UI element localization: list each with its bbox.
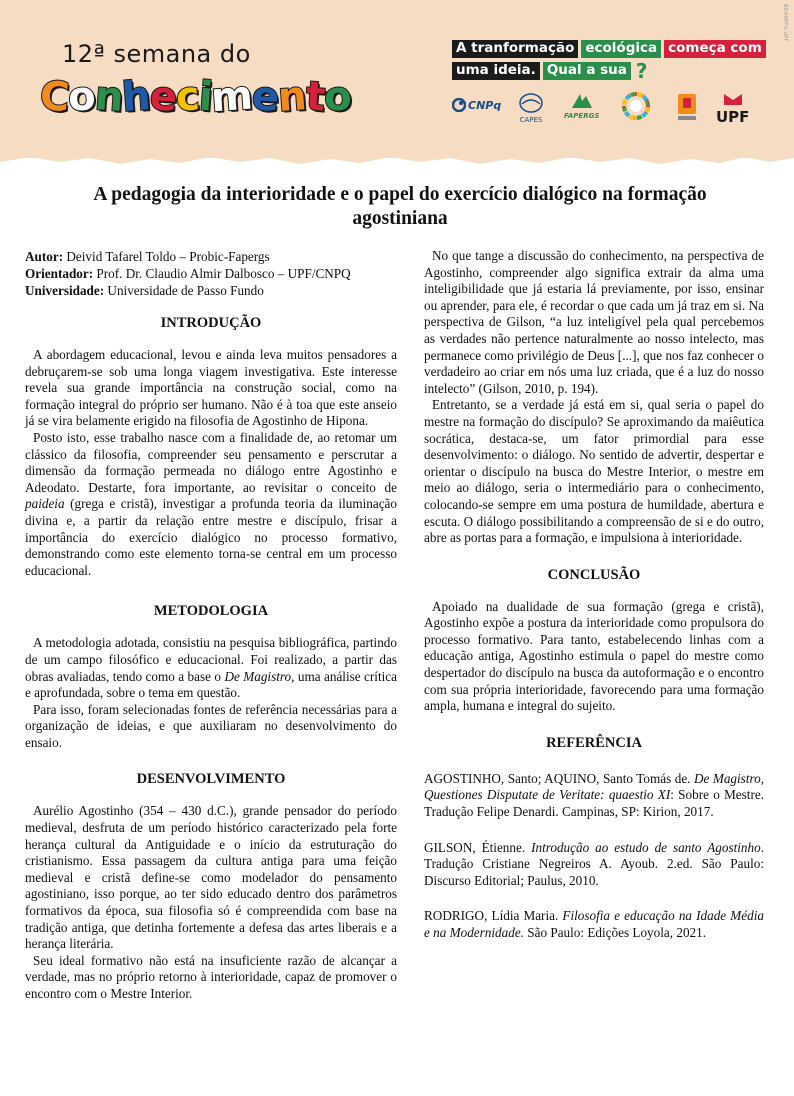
event-tagline <box>452 40 762 84</box>
conclusion-paragraph: Apoiado na dualidade de sua formação (grega e cristã), Agostinho expõe a postura da interioridade como propulsora do processo formativo. Para tanto, estabelecendo linhas com a educação antiga, Agostinho estimula o papel do mestre como despertador do discípulo na busca da autoformação e o encontro com sua própria interioridade, favorecendo para uma formação ampla, humana e integral do sujeito. <box>424 598 764 714</box>
fapergs-icon <box>570 92 594 110</box>
heading-referencias: REFERÊNCIA <box>546 734 642 751</box>
logo-letter: m <box>209 72 255 122</box>
cnpq-logo <box>452 98 501 112</box>
intro-p2-emphasis: paideia <box>25 496 65 512</box>
ref3-text-a: RODRIGO, Lídia Maria. <box>424 908 563 924</box>
dev-paragraph-3: No que tange a discussão do conhecimento, na perspectiva de Agostinho, compreender algo significa extrair da alma uma inteligibilidade que já estaria lá previamente, por isso, ensinar ou aprender, para ele, é recordar o que cada um já traz em si. Na perspectiva de Gilson, “a luz inteligível pela qual percebemos as verdades não pertence naturalmente ao nosso intelecto, mas permanece como privilégio de Deus [...], que nos faz conhecer o verdadeiro ao criar em nós uma luz criada, que é a luz do nosso intelecto” (Gilson, 2010, p. 194). <box>424 248 764 396</box>
tagline-part-2: ecológica <box>581 40 661 58</box>
author-line <box>25 248 397 265</box>
intro-paragraph-1: A abordagem educacional, levou e ainda leva muitos pensadores a debruçarem-se sob uma longa viagem investigativa. Este interesse revela sua grande importância na construção social, como na formação integral do próprio ser humano. Não é à toa que este anseio já se vira belamente erigido na filosofia de Agostinho de Hipona. <box>25 347 397 429</box>
tagline-part-3: começa com <box>664 40 766 58</box>
ref2-text-a: GILSON, Étienne. <box>424 839 532 855</box>
method-paragraph-2: Para isso, foram selecionadas fontes de referência necessárias para a organização de ideias, e que auxiliaram no desenvolvimento do ensaio. <box>25 701 397 750</box>
ref3-text-b: São Paulo: Edições Loyola, 2021. <box>523 925 707 940</box>
section-desenvolvimento-cont <box>424 248 764 547</box>
tagline-part-5: Qual a sua <box>543 62 631 80</box>
right-column <box>424 248 764 961</box>
upf-label: UPF <box>716 108 750 126</box>
advisor-label: Orientador: <box>25 266 94 281</box>
ref2-text-b: . Tradução Cristiane Negreiros A. Ayoub. 2.ed. São Paulo: Discurso Editorial; Paulus, 2010. <box>424 839 764 888</box>
vertical-code: BD40PPU.UPF <box>782 4 788 42</box>
fapergs-label: FAPERGS <box>564 112 600 120</box>
dev-paragraph-4: Entretanto, se a verdade já está em si, qual seria o papel do mestre na formação do discípulo? Se aproximando da maiêutica socrática, destaca-se, um fator primordial para esse desenvolvimento: o diálogo. No sentido de advertir, despertar e orientar o discípulo na busca do Mestre Interior, o mestre em meio ao diálogo, seria o intermediário para o conhecimento, colocando-se sempre em uma postura de humildade, abertura e escuta. O diálogo possibilitando a compreensão de si e do outro, abre as portas para a formação, e impulsiona à interioridade. <box>424 397 764 546</box>
sponsor-logos <box>452 92 762 128</box>
method-p1-emphasis: De Magistro <box>224 668 292 684</box>
logo-letter: n <box>93 73 125 121</box>
section-introducao <box>25 313 397 579</box>
author-info <box>25 248 397 299</box>
event-logo <box>38 72 353 122</box>
logo-letter: C <box>38 73 71 121</box>
sdg-wheel-icon <box>622 92 650 120</box>
upf-icon <box>722 92 744 106</box>
ref1-text-a: AGOSTINHO, Santo; AQUINO, Santo Tomás de. <box>424 770 694 786</box>
ref1-text-b: : Sobre o Mestre. Tradução Felipe Denardi. Campinas, SP: Kirion, 2017. <box>424 787 764 820</box>
heading-metodologia: METODOLOGIA <box>153 603 269 620</box>
heading-conclusao: CONCLUSÃO <box>547 566 641 583</box>
university-label: Universidade: <box>25 283 105 298</box>
capes-logo <box>518 92 544 124</box>
document-title: A pedagogia da interioridade e o papel do exercício dialógico na formação agostiniana <box>93 184 707 229</box>
section-desenvolvimento <box>25 769 397 1002</box>
reference-2 <box>424 840 764 890</box>
reference-1 <box>424 771 764 821</box>
left-column <box>25 248 397 1021</box>
cnpq-icon <box>452 98 466 112</box>
method-p1-text-b: , uma análise crítica e aprofundada, sobre o tema em questão. <box>25 668 398 701</box>
torn-paper-edge <box>0 150 794 172</box>
logo-letter: h <box>120 73 153 121</box>
dev-paragraph-1: Aurélio Agostinho (354 – 430 d.C.), grande pensador do período medieval, desfruta de um período histórico caracterizado pela forte herança cultural da Antiguidade e o início da estruturação do cristianismo. Essa passagem da cultura antiga para uma feição medieval e cristã define-se como modelador do pensamento agostiniano, isso porque, ao ter sido educado dentro dos parâmetros formativos da época, sua filosofia só é compreendida com base na tradição antiga, que detinha fortemente a defesa das artes liberais e a herança literária. <box>25 803 397 952</box>
ref1-title: De Magistro, Questiones Disputate de Veritate: quaestio XI <box>424 770 765 803</box>
logo-letter: i <box>197 73 214 121</box>
method-p1-text-a: A metodologia adotada, consistiu na pesquisa bibliográfica, partindo de um campo filosófico e educacional. Foi realizado, a partir das obras avaliadas, tendo como a base o <box>25 635 397 684</box>
intro-p2-text-a: Posto isto, esse trabalho nasce com a finalidade de, ao retomar um clássico da filosofia, compreender seu pensamento e perscrutar a dimensão da formação permeada no diálogo entre Agostinho e Adeodato. Destarte, fora importante, ao revisitar o conceito de <box>25 429 397 495</box>
event-subtitle-text: 12ª semana do <box>62 40 251 68</box>
event-subtitle <box>62 40 251 68</box>
cnpq-label: CNPq <box>468 98 502 112</box>
upf-logo <box>716 92 749 126</box>
section-conclusao <box>424 565 764 715</box>
author-name: Deivid Tafarel Toldo – Probic-Fapergs <box>63 249 270 264</box>
capes-label: CAPES <box>519 116 543 124</box>
tagline-part-1: A tranformação <box>452 40 578 58</box>
logo-letter: o <box>322 73 353 121</box>
dev-paragraph-2: Seu ideal formativo não está na insuficiente razão de alcançar a verdade, mas no próprio retorno à interioridade, capaz de promover o encontro com o Mestre Interior. <box>25 952 397 1001</box>
tagline-part-4: uma ideia. <box>452 62 540 80</box>
university-line <box>25 282 397 299</box>
logo-letter: e <box>148 73 179 121</box>
section-metodologia <box>25 601 397 751</box>
logo-letter: n <box>276 73 309 121</box>
university-name: Universidade de Passo Fundo <box>104 283 264 298</box>
advisor-line <box>25 265 397 282</box>
sdg-wheel-logo <box>622 92 650 122</box>
method-paragraph-1 <box>25 635 397 701</box>
section-referencias <box>424 733 764 942</box>
intro-paragraph-2 <box>25 430 397 579</box>
logo-letter: o <box>66 73 98 121</box>
heading-introducao: INTRODUÇÃO <box>160 315 262 331</box>
header-banner <box>0 0 794 158</box>
heading-desenvolvimento: DESENVOLVIMENTO <box>136 771 286 788</box>
fapergs-logo <box>564 92 599 120</box>
ref2-title: Introdução ao estudo de santo Agostinho <box>531 839 761 855</box>
advisor-name: Prof. Dr. Claudio Almir Dalbosco – UPF/CNPQ <box>93 266 351 281</box>
intro-p2-text-b: (grega e cristã), investigar a profunda teoria da iluminação divina e, a partir da relação entre mestre e discípulo, frisar a importância do exercício dialógico no processo formativo, demonstrando como este elemento torna-se central em um processo educacional. <box>25 496 397 578</box>
innovation-icon <box>676 92 698 122</box>
innovation-logo <box>676 92 698 124</box>
logo-letter: t <box>304 73 327 121</box>
ref3-title: Filosofia e educação na Idade Média e na Modernidade. <box>424 908 764 940</box>
author-label: Autor: <box>25 249 64 264</box>
reference-3 <box>424 908 764 941</box>
capes-icon <box>518 92 544 114</box>
logo-letter: c <box>174 73 202 121</box>
logo-letter: e <box>250 73 281 121</box>
question-mark-icon: ? <box>635 58 648 83</box>
